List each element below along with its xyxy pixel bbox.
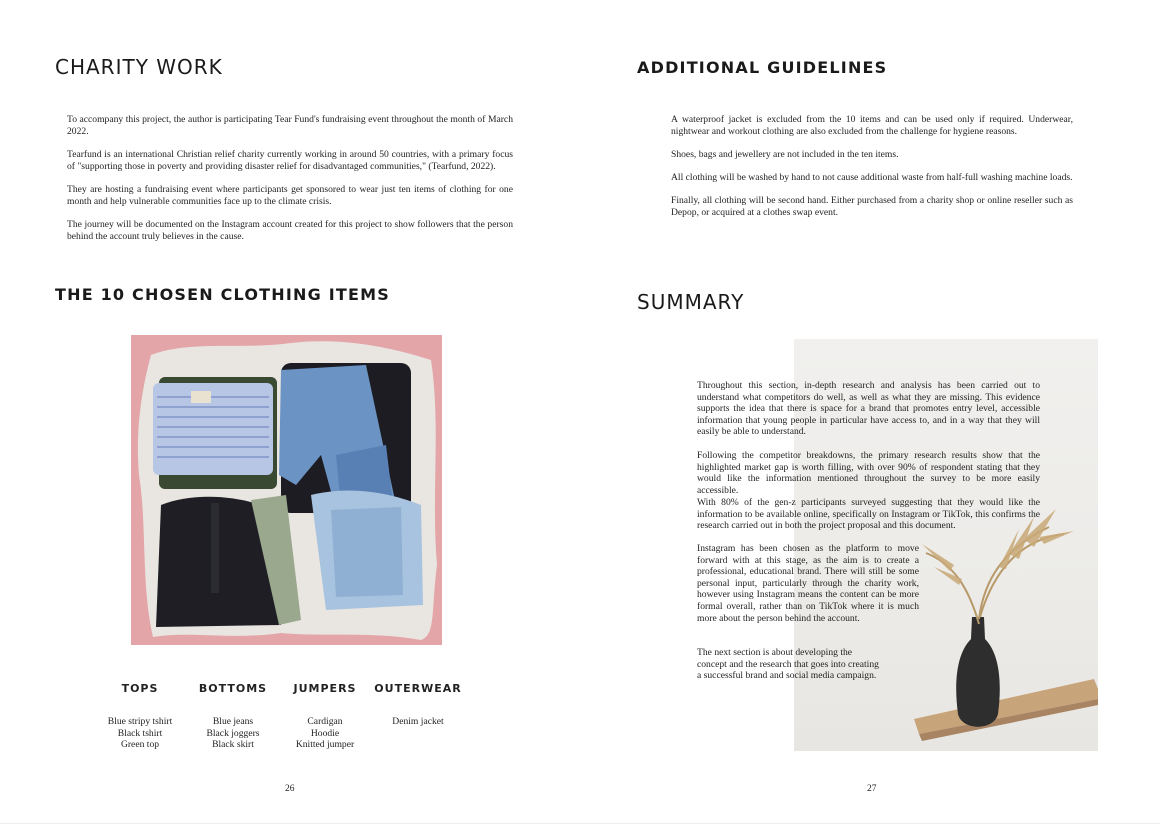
category-heading-tops: TOPS: [121, 682, 159, 695]
summary-paragraph: With 80% of the gen-z participants surveyed suggesting that they would like the information to be available online, specifically on Instagram or TikTok, this confirms the research carried out in both the project proposal and this document.: [697, 497, 1040, 532]
guideline-paragraph: Shoes, bags and jewellery are not included in the ten items.: [671, 149, 899, 160]
charity-paragraph: The journey will be documented on the Instagram account created for this project to show followers that the person behind the account truly believes in the cause.: [67, 219, 513, 242]
summary-paragraph: Following the competitor breakdowns, the primary research results show that the highlighted market gap is worth filling, with over 90% of respondent stating that they would like the information mentioned throughout the survey to be more easily accessible.: [697, 450, 1040, 496]
summary-heading: SUMMARY: [637, 290, 745, 314]
summary-paragraph: Throughout this section, in-depth research and analysis has been carried out to understand what competitors do well, as well as what they are missing. This evidence supports the idea that there is space for a brand that promotes entry level, accessible information that young people in particular have access to, and in a way that they will easily be able to understand.: [697, 380, 1040, 438]
category-heading-jumpers: JUMPERS: [293, 682, 357, 695]
clothing-item: Blue jeans: [212, 716, 254, 727]
clothing-item: Knitted jumper: [295, 739, 355, 751]
additional-guidelines-heading: ADDITIONAL GUIDELINES: [637, 58, 888, 77]
clothing-item: Denim jacket: [392, 716, 444, 727]
charity-work-heading: CHARITY WORK: [55, 55, 223, 79]
clothing-photo-illustration: [131, 335, 442, 645]
page-number: 27: [867, 784, 877, 794]
jumpers-list: [275, 716, 375, 751]
clothing-item: Black joggers: [206, 727, 260, 739]
category-heading-bottoms: BOTTOMS: [198, 682, 268, 695]
charity-paragraph: They are hosting a fundraising event where participants get sponsored to wear just ten items of clothing for one month and help vulnerable communities face up to the climate crisis.: [67, 184, 513, 207]
clothing-item: Black skirt: [212, 739, 254, 751]
clothing-item: Hoodie: [310, 727, 340, 739]
outerwear-list: [368, 716, 468, 728]
clothing-flatlay-photo: [131, 335, 442, 645]
charity-paragraph: To accompany this project, the author is participating Tear Fund's fundraising event throughout the month of March 2022.: [67, 114, 513, 137]
guideline-paragraph: Finally, all clothing will be second hand. Either purchased from a charity shop or online reseller such as Depop, or acquired at a clothes swap event.: [671, 195, 1073, 218]
tops-list: [90, 716, 190, 751]
bottoms-list: [183, 716, 283, 751]
clothing-item: Black tshirt: [117, 727, 163, 739]
page-bottom-divider: [0, 823, 1160, 824]
charity-paragraph: Tearfund is an international Christian relief charity currently working in around 50 countries, with a primary focus of "supporting those in poverty and providing disaster relief for disadvantaged communities," (Tearfund, 2022).: [67, 149, 513, 172]
clothing-items-heading: THE 10 CHOSEN CLOTHING ITEMS: [55, 285, 390, 304]
summary-paragraph: Instagram has been chosen as the platform to move forward with at this stage, as the aim is to create a professional, educational brand. There will still be some personal input, particularly through the charity work, however using Instagram means the content can be more formal overall, rather than on TikTok where it is much more about the person behind the account.: [697, 543, 919, 624]
clothing-item: Cardigan: [307, 716, 343, 727]
category-heading-outerwear: OUTERWEAR: [374, 682, 462, 695]
summary-paragraph: The next section is about developing the concept and the research that goes into creating a successful brand and social media campaign.: [697, 647, 879, 682]
clothing-item: Blue stripy tshirt: [107, 716, 173, 727]
guideline-paragraph: All clothing will be washed by hand to not cause additional waste from half-full washing machine loads.: [671, 172, 1073, 183]
guideline-paragraph: A waterproof jacket is excluded from the 10 items and can be used only if required. Underwear, nightwear and workout clothing are also excluded from the challenge for hygiene reasons.: [671, 114, 1073, 137]
page-number: 26: [285, 784, 295, 794]
clothing-item: Green top: [120, 739, 160, 751]
